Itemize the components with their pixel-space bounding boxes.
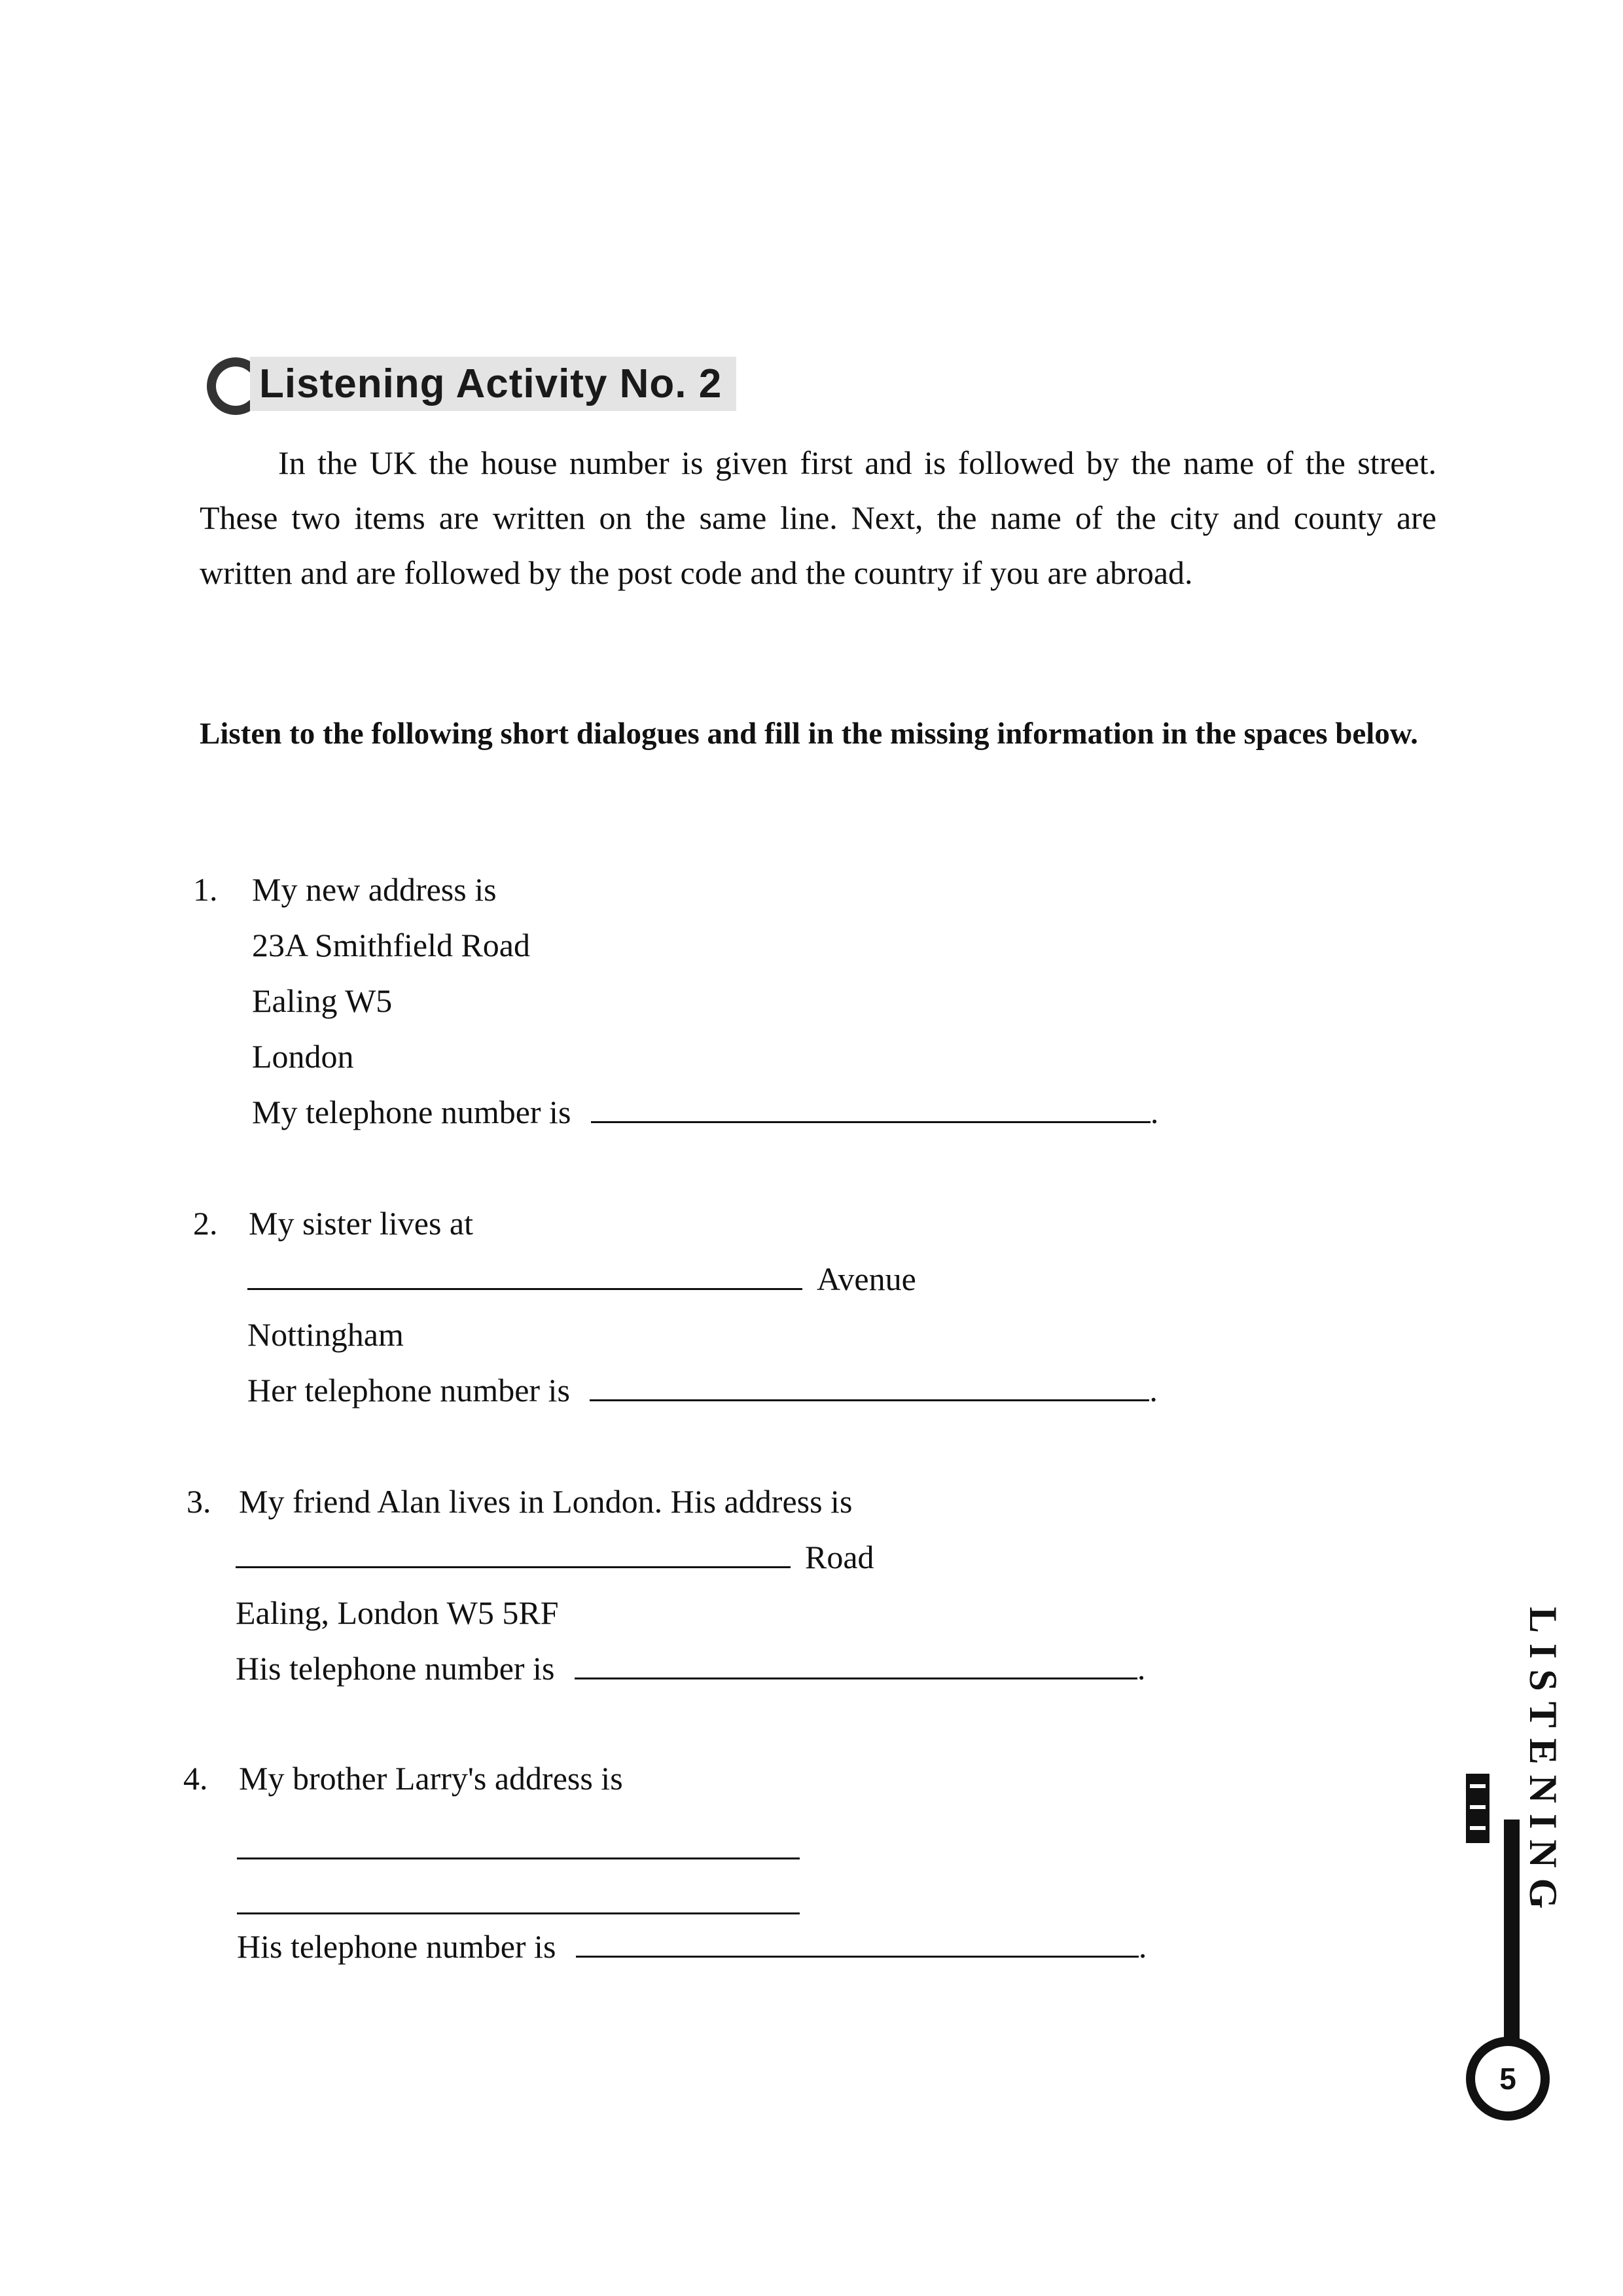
item-3-number: 3. [187, 1483, 211, 1520]
item-4-phone-blank[interactable] [576, 1949, 1139, 1958]
item-2-phone-blank[interactable] [590, 1393, 1149, 1401]
instruction-text: Listen to the following short dialogues and fill in the missing information in the spaces below. [200, 717, 1418, 751]
item-4-address-blank-1[interactable] [237, 1857, 800, 1859]
item-4-intro: My brother Larry's address is [239, 1760, 623, 1797]
item-2-street-blank[interactable] [247, 1282, 802, 1290]
item-1-phone-blank[interactable] [591, 1115, 1150, 1123]
item-3-street-row [236, 1538, 874, 1576]
activity-heading [203, 353, 736, 414]
page-number: 5 [1499, 2062, 1516, 2096]
item-4-address-blank-2[interactable] [237, 1912, 800, 1914]
item-2-phone-row [247, 1371, 1158, 1409]
item-4-number: 4. [183, 1760, 208, 1797]
item-1-end-mark: . [1150, 1094, 1159, 1130]
item-4-end-mark: . [1138, 1928, 1147, 1965]
item-3-street-suffix: Road [805, 1539, 874, 1575]
side-tab-label: LISTENING [1522, 1607, 1565, 1920]
item-1-line-2: 23A Smithfield Road [252, 927, 530, 963]
item-3-phone-blank[interactable] [575, 1671, 1137, 1679]
item-3-phone-label: His telephone number is [236, 1650, 555, 1687]
item-1-line-1: My new address is [252, 871, 497, 908]
item-3-phone-row [236, 1649, 1145, 1687]
item-1-number: 1. [193, 871, 218, 908]
heading-title: Listening Activity No. 2 [250, 357, 736, 411]
item-3-end-mark: . [1137, 1650, 1146, 1687]
item-2-city: Nottingham [247, 1316, 404, 1353]
item-2-street-row [247, 1260, 916, 1298]
item-3-street-blank[interactable] [236, 1560, 791, 1568]
item-1-line-3: Ealing W5 [252, 982, 393, 1019]
item-1-phone-label: My telephone number is [252, 1094, 571, 1130]
item-4-phone-row [237, 1928, 1147, 1965]
item-3-intro: My friend Alan lives in London. His address is [239, 1483, 853, 1520]
intro-paragraph: In the UK the house number is given first and is followed by the name of the street. These two items are written on the same line. Next, the name of the city and county are written and are followed by the post code and the country if you are abroad. [200, 444, 1436, 591]
side-tab-bar [1504, 1820, 1520, 2042]
item-2-number: 2. [193, 1205, 218, 1242]
item-2-intro: My sister lives at [249, 1205, 474, 1242]
item-3-city: Ealing, London W5 5RF [236, 1594, 559, 1631]
book-icon [1463, 1772, 1492, 1844]
item-2-end-mark: . [1149, 1372, 1158, 1408]
item-1-phone-row [252, 1093, 1158, 1131]
item-1-line-4: London [252, 1038, 354, 1075]
item-2-street-suffix: Avenue [817, 1261, 916, 1297]
item-4-phone-label: His telephone number is [237, 1928, 556, 1965]
item-2-phone-label: Her telephone number is [247, 1372, 570, 1408]
